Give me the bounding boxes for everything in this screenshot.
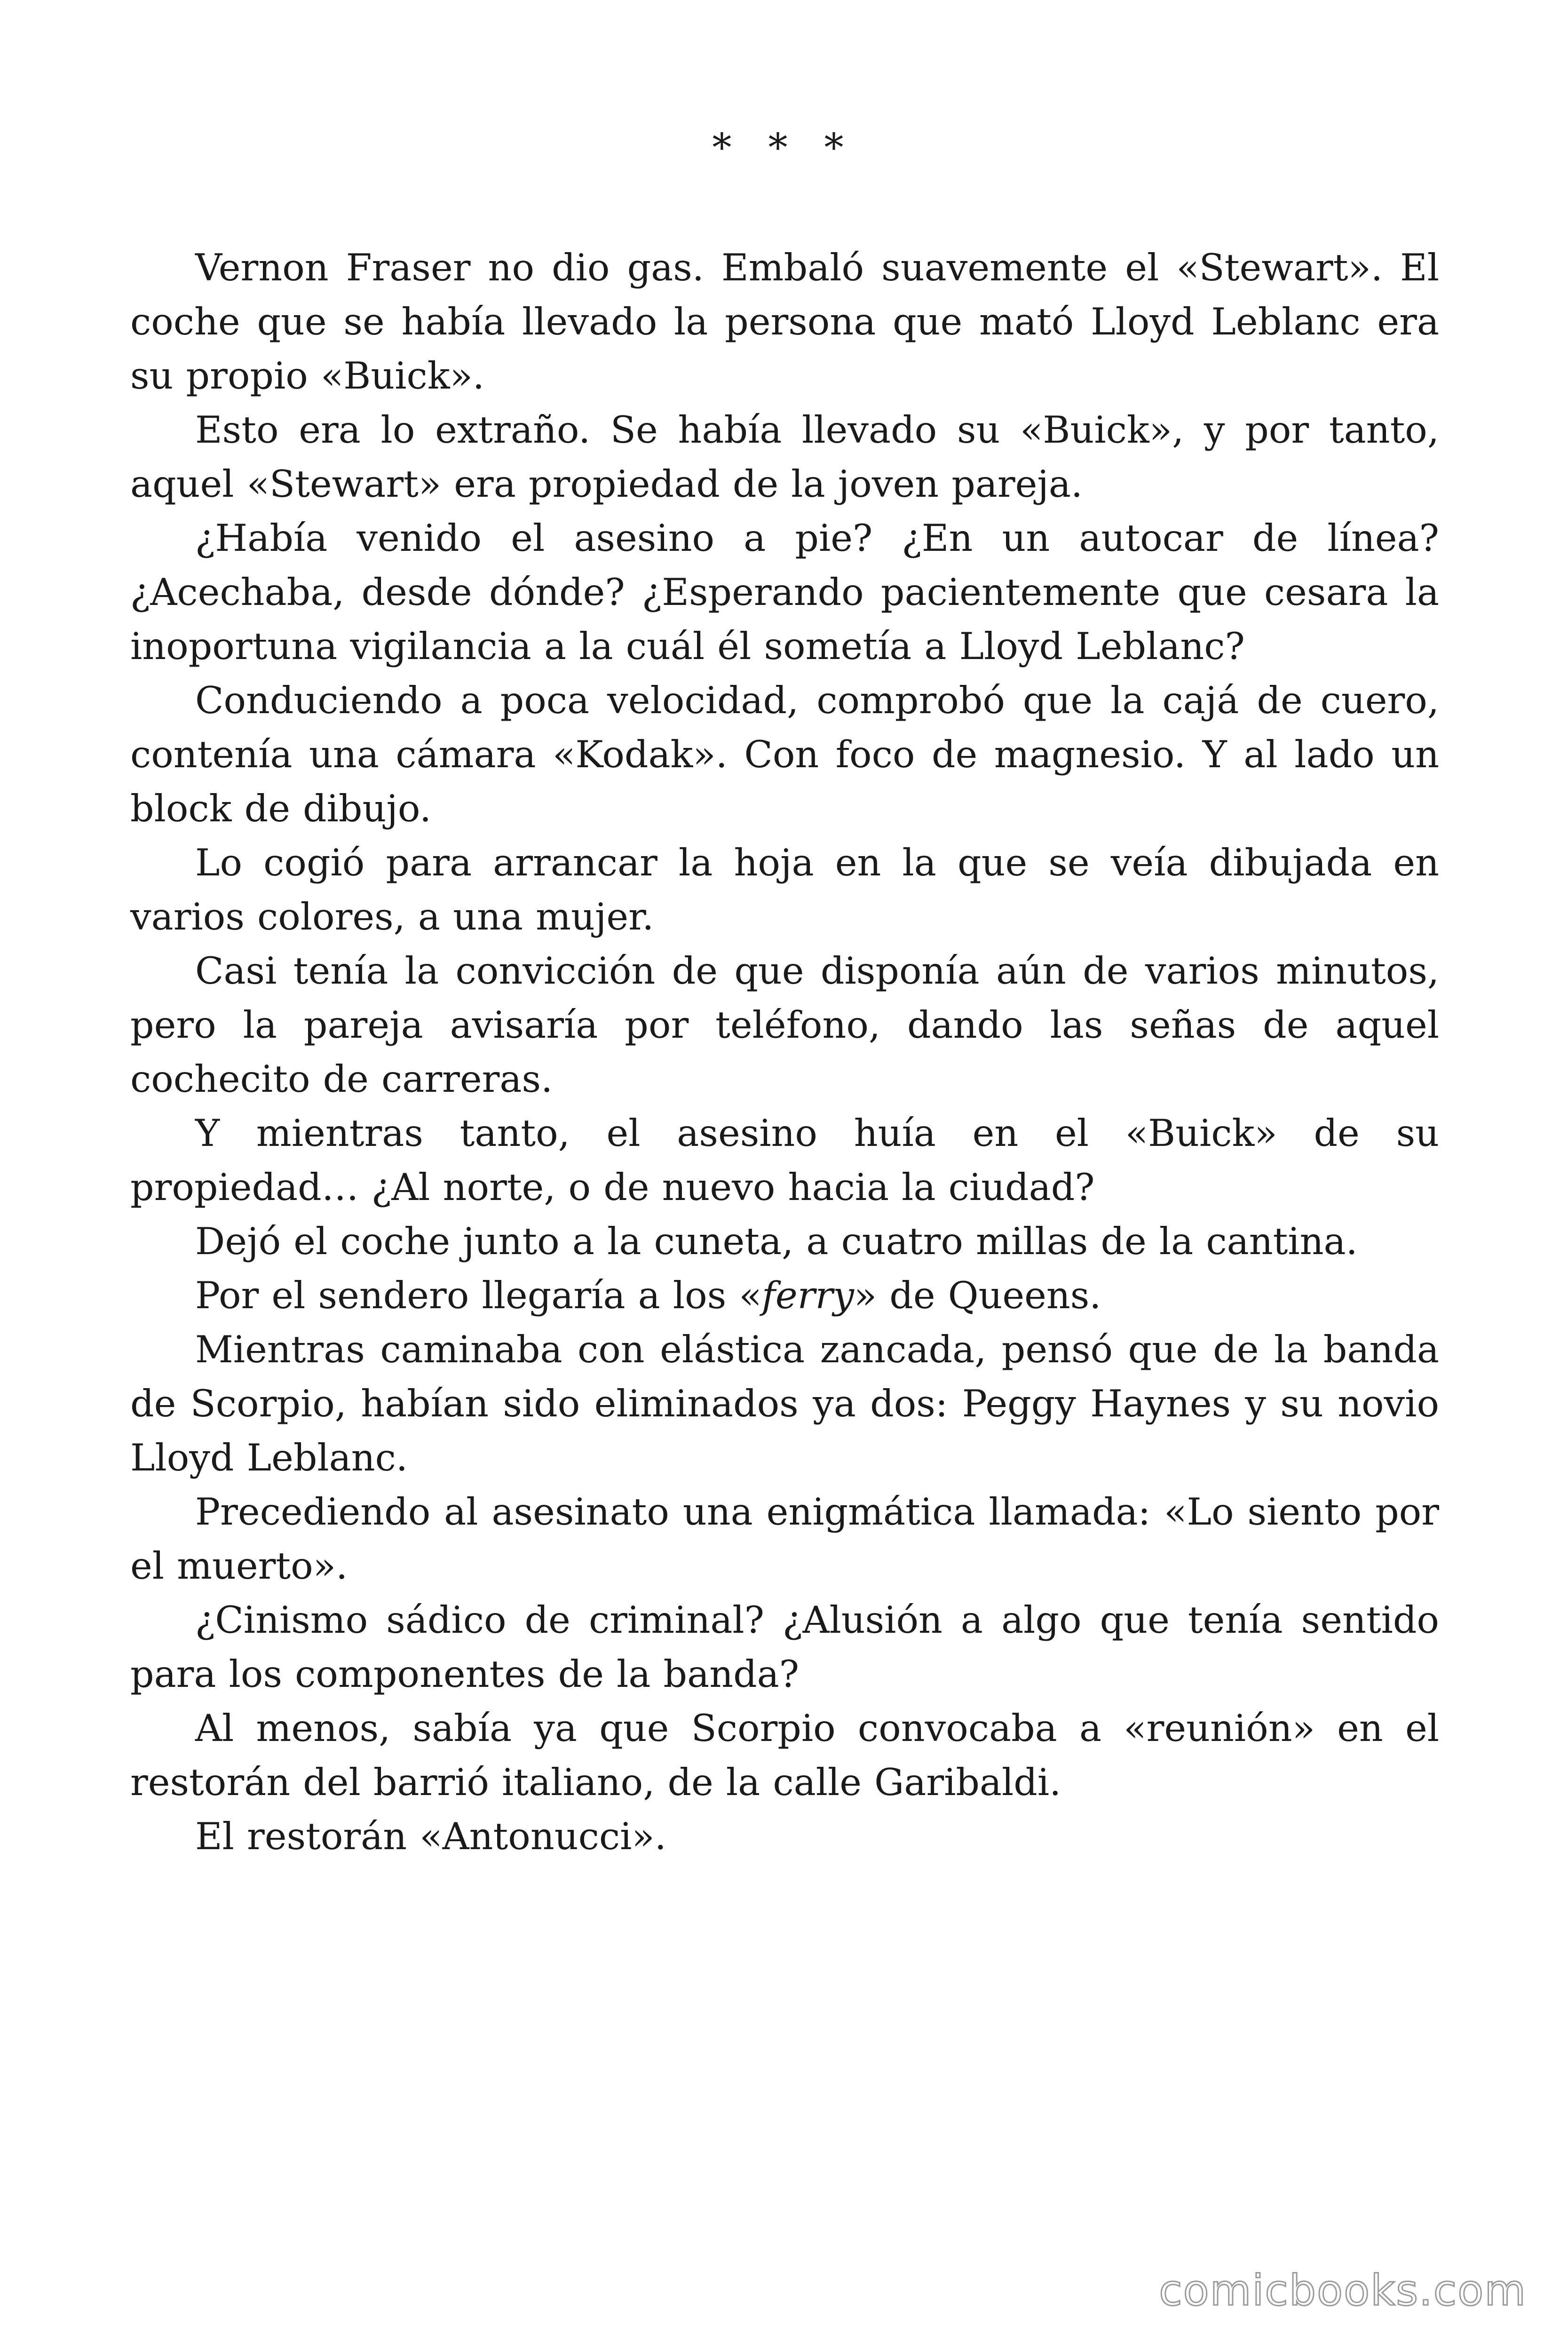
paragraph-ferry (130, 1269, 1439, 1323)
ferry-text-before: Por el sendero llegaría a los « (195, 1274, 762, 1317)
paragraph: Esto era lo extraño. Se había llevado su «Buick», y por tanto, aquel «Stewart» era propiedad de la joven pareja. (130, 408, 1439, 506)
section-separator: * * * (712, 126, 856, 170)
paragraph: Y mientras tanto, el asesino huía en el «Buick» de su propiedad… ¿Al norte, o de nuevo hacia la ciudad? (130, 1112, 1439, 1209)
paragraph: ¿Había venido el asesino a pie? ¿En un autocar de línea? ¿Acechaba, desde dónde? ¿Esperando pacientemente que cesara la inoportuna vigilancia a la cuál él sometía a Lloyd Leblanc? (130, 516, 1439, 668)
paragraph: El restorán «Antonucci». (195, 1815, 666, 1858)
ferry-text-after: » de Queens. (854, 1274, 1101, 1317)
body-text (130, 241, 1439, 1864)
paragraph: Mientras caminaba con elástica zancada, pensó que de la banda de Scorpio, habían sido eliminados ya dos: Peggy Haynes y su novio Lloyd Leblanc. (130, 1328, 1439, 1479)
paragraph: Conduciendo a poca velocidad, comprobó que la cajá de cuero, contenía una cámara «Kodak». Con foco de magnesio. Y al lado un block de dibujo. (130, 679, 1439, 830)
paragraph: Casi tenía la convicción de que disponía aún de varios minutos, pero la pareja avisaría por teléfono, dando las señas de aquel cochecito de carreras. (130, 949, 1439, 1101)
paragraph: Vernon Fraser no dio gas. Embaló suavemente el «Stewart». El coche que se había llevado la persona que mató Lloyd Leblanc era su propio «Buick». (130, 246, 1439, 397)
paragraph: ¿Cinismo sádico de criminal? ¿Alusión a algo que tenía sentido para los componentes de la banda? (130, 1598, 1439, 1696)
paragraph: Al menos, sabía ya que Scorpio convocaba a «reunión» en el restorán del barrió italiano, de la calle Garibaldi. (130, 1707, 1439, 1804)
watermark-logo: comicbooks.com (1159, 2266, 1527, 2315)
paragraph: Lo cogió para arrancar la hoja en la que se veía dibujada en varios colores, a una mujer. (130, 841, 1439, 938)
ferry-italic-word: ferry (761, 1274, 854, 1317)
paragraph: Precediendo al asesinato una enigmática llamada: «Lo siento por el muerto». (130, 1490, 1439, 1588)
paragraph: Dejó el coche junto a la cuneta, a cuatro millas de la cantina. (195, 1220, 1358, 1263)
